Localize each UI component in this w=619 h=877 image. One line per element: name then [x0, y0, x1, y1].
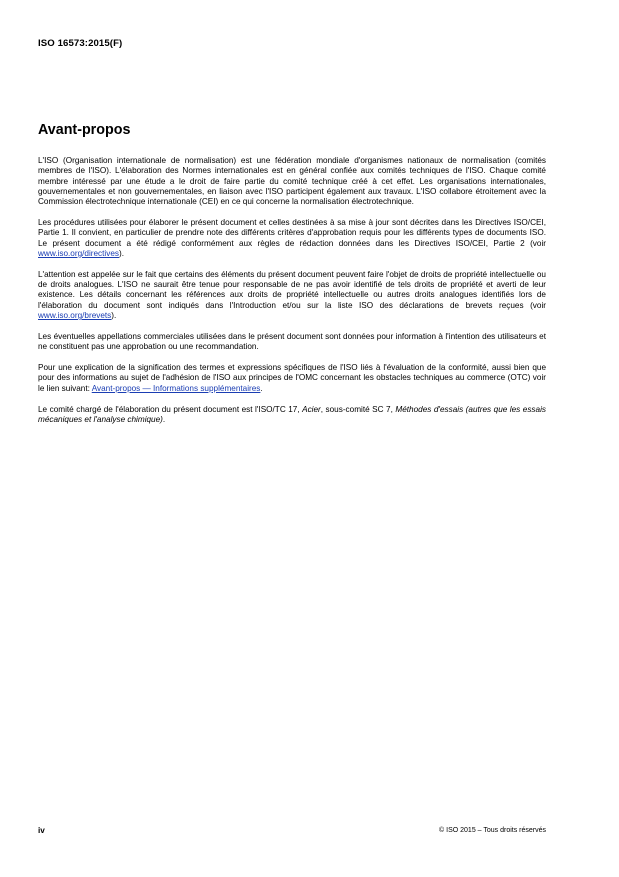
foreword-body	[38, 156, 546, 436]
committee-name: Acier	[302, 404, 321, 414]
paragraph-conformity	[38, 363, 546, 394]
paragraph-trade-names: Les éventuelles appellations commerciales utilisées dans le présent document sont données pour information à l'intention des utilisateurs et ne constituent pas une approbation ou une recommandation.	[38, 331, 546, 352]
copyright-notice: © ISO 2015 – Tous droits réservés	[439, 827, 546, 834]
document-header-id: ISO 16573:2015(F)	[38, 38, 123, 49]
paragraph-conformity-end: .	[260, 383, 263, 393]
subcommittee-name: Méthodes d'essais (autres que les essais mécaniques et l'analyse chimique)	[38, 404, 546, 424]
paragraph-committee-end: .	[162, 414, 166, 424]
paragraph-conformity-text: Pour une explication de la signification des termes et expressions spécifiques de l'ISO liés à l'évaluation de la conformité, aussi bien que pour des informations au sujet de l'adhésion de l'ISO aux principes de l'OMC concernant les obstacles techniques au commerce (OTC) voir le lien suivant:	[38, 363, 546, 393]
paragraph-patents	[38, 270, 546, 321]
paragraph-procedures-text: Les procédures utilisées pour élaborer le présent document et celles destinées à sa mise à jour sont décrites dans les Directives ISO/CEI, Partie 1. Il convient, en particulier de prendre note des différents critères d'approbation requis pour les différents types de documents ISO. Le présent document a été rédigé conformément aux règles de rédaction données dans les Directives ISO/CEI, Partie 2 (voir	[38, 218, 546, 248]
paragraph-committee-text-a: Le comité chargé de l'élaboration du présent document est l'ISO/TC 17,	[38, 404, 303, 414]
paragraph-procedures	[38, 218, 546, 259]
paragraph-iso-intro: L'ISO (Organisation internationale de normalisation) est une fédération mondiale d'organismes nationaux de normalisation (comités membres de l'ISO). L'élaboration des Normes internationales est en général confiée aux comités techniques de l'ISO. Chaque comité membre intéressé par une étude a le droit de faire partie du comité technique créé à cet effet. Les organisations internationales, gouvernementales et non gouvernementales, en liaison avec l'ISO participent également aux travaux. L'ISO collabore étroitement avec la Commission électrotechnique internationale (CEI) en ce qui concerne la normalisation électrotechnique.	[38, 156, 546, 207]
paragraph-committee	[38, 405, 546, 426]
supplementary-info-link[interactable]: Avant-propos — Informations supplémentaires	[91, 383, 261, 393]
patents-link[interactable]: www.iso.org/brevets	[38, 311, 112, 321]
paragraph-patents-end: ).	[111, 311, 117, 321]
paragraph-committee-text-b: , sous-comité SC 7,	[320, 404, 396, 414]
paragraph-procedures-end: ).	[119, 248, 125, 258]
page-number: iv	[38, 826, 45, 835]
paragraph-patents-text: L'attention est appelée sur le fait que certains des éléments du présent document peuvent faire l'objet de droits de propriété intellectuelle ou de droits analogues. L'ISO ne saurait être tenue pour responsable de ne pas avoir identifié de tels droits de propriété et averti de leur existence. Les détails concernant les références aux droits de propriété intellectuelle ou autres droits analogues identifiés lors de l'élaboration du document sont indiqués dans l'Introduction et/ou sur la liste ISO des déclarations de brevets reçues (voir	[38, 269, 546, 310]
directives-link[interactable]: www.iso.org/directives	[38, 248, 119, 258]
page-title: Avant-propos	[38, 122, 131, 138]
